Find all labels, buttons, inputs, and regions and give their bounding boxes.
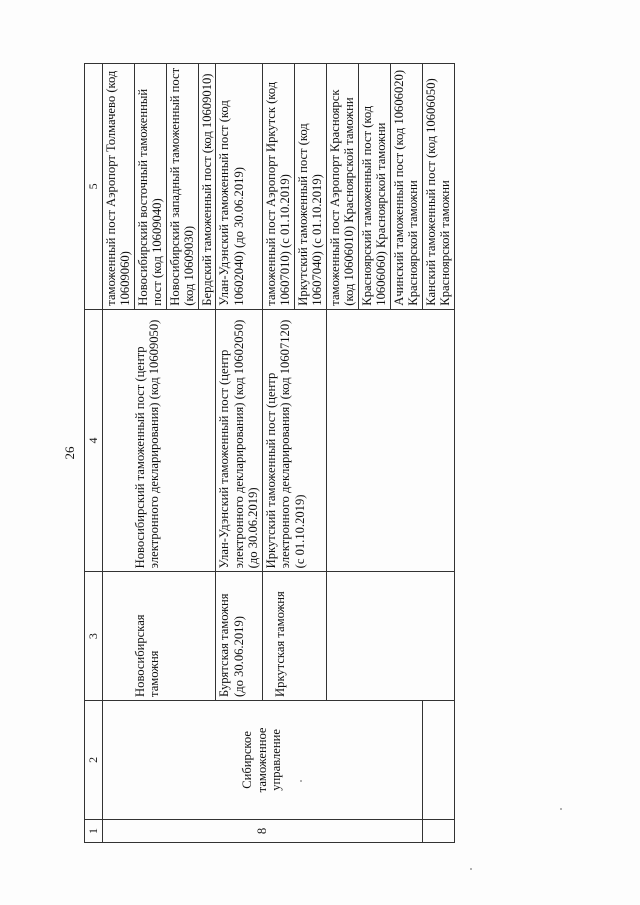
empty-cell	[422, 700, 454, 819]
post-cell: таможенный пост Аэропорт Толмачево (код 10609060)	[102, 63, 134, 309]
scan-speck	[470, 868, 472, 870]
scan-speck	[560, 808, 562, 810]
post-cell: Бердский таможенный пост (код 10609010)	[198, 63, 216, 309]
post-cell: Иркутский таможенный пост (код 10607040) (с 01.10.2019)	[294, 63, 326, 309]
post-cell: таможенный пост Аэропорт Иркутск (код 10607010) (с 01.10.2019)	[262, 63, 294, 309]
customs-cell: Бурятская таможня (до 30.06.2019)	[216, 571, 263, 700]
customs-cell	[326, 571, 422, 700]
header-row	[85, 63, 103, 842]
page-number: 26	[62, 446, 77, 459]
header-col-4: 4	[85, 309, 103, 572]
post-cell: Ачинский таможенный пост (код 10606020) Красноярской таможни	[390, 63, 422, 309]
customs-cell: Новосибирская таможня	[102, 571, 216, 700]
row-number-cell: 8	[102, 819, 422, 842]
department-cell: Сибирское таможенное управление	[102, 700, 422, 819]
center-cell	[326, 309, 422, 572]
center-cell: Новосибирский таможенный пост (центр электронного декларирования) (код 10609050)	[102, 309, 216, 572]
customs-cell: Иркутская таможня	[262, 571, 326, 700]
post-cell: Канский таможенный пост (код 10606050) Красноярской таможни	[422, 63, 454, 309]
post-cell: Новосибирский западный таможенный пост (код 10609030)	[166, 63, 198, 309]
post-cell: Новосибирский восточный таможенный пост (код 10609040)	[134, 63, 166, 309]
post-cell: Улан-Удэнский таможенный пост (код 10602040) (до 30.06.2019)	[216, 63, 263, 309]
header-col-1: 1	[85, 819, 103, 842]
scan-speck	[300, 780, 302, 782]
post-cell: Красноярский таможенный пост (код 10606060) Красноярской таможни	[358, 63, 390, 309]
center-cell: Улан-Удэнский таможенный пост (центр электронного декларирования) (код 10602050) (до 30.06.2019)	[216, 309, 263, 572]
center-cell: Иркутский таможенный пост (центр электронного декларирования) (код 10607120) (с 01.10.2019)	[262, 309, 326, 572]
empty-cell	[422, 819, 454, 842]
header-col-2: 2	[85, 700, 103, 819]
empty-cell	[422, 571, 454, 700]
header-col-5: 5	[85, 63, 103, 309]
rotated-content	[60, 63, 580, 843]
header-col-3: 3	[85, 571, 103, 700]
table-row	[102, 63, 134, 842]
empty-cell	[422, 309, 454, 572]
table-row	[422, 63, 454, 842]
post-cell: таможенный пост Аэропорт Красноярск (код 10606010) Красноярской таможни	[326, 63, 358, 309]
customs-table	[84, 63, 455, 843]
